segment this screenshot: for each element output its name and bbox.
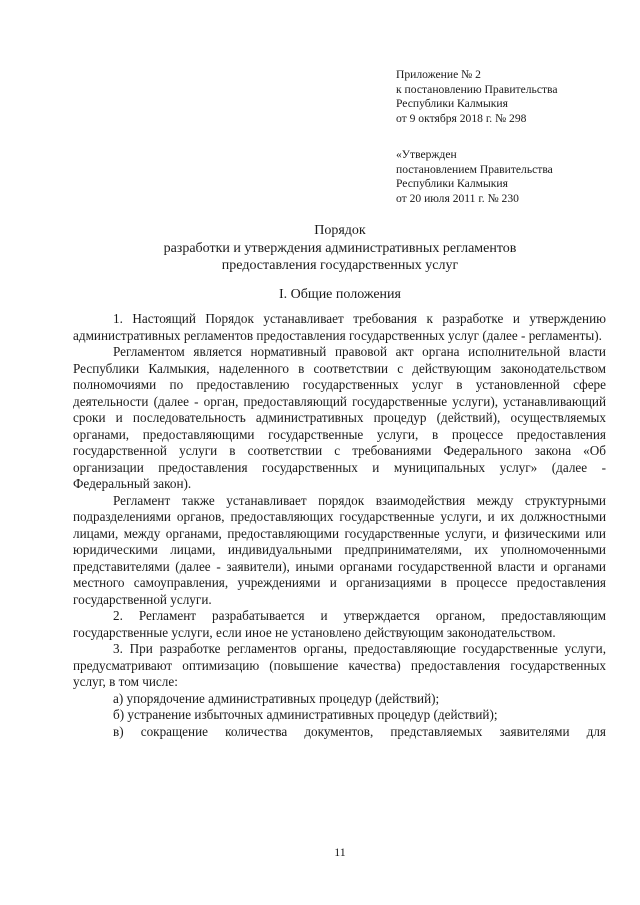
approved-line: постановлением Правительства [396,162,553,176]
title-line: предоставления государственных услуг [221,258,459,273]
page-number: 11 [334,845,346,859]
appendix-line: Приложение № 2 [396,68,481,81]
paragraph-3-item-b: б) устранение избыточных административных процедур (действий); [113,707,498,722]
paragraph-1: 1. Настоящий Порядок устанавливает требования к разработке и утверждению административных регламентов предоставления государственных услуг (далее - регламенты). [73,311,606,343]
title-line: разработки и утверждения административных регламентов [163,240,517,256]
title-line: Порядок [314,223,366,238]
document-body [73,311,606,740]
appendix-block [396,68,558,126]
paragraph-1-interaction: Регламент также устанавливает порядок взаимодействия между структурными подразделениями органов, предоставляющих государственные услуги, и их должностными лицами, между органами, предоставляющими государственные услуги, и физическими или юридическими лицами, индивидуальными предпринимателями, их уполномоченными представителями (далее - заявители), иными органами государственной власти и органами местного самоуправления, учреждениями и организациями в процессе предоставления государственной услуги. [73,492,606,607]
appendix-line: от 9 октября 2018 г. № 298 [396,111,527,125]
appendix-line: Республики Калмыкия [396,97,508,111]
paragraph-3-item-c: в) сокращение количества документов, представляемых заявителями для [113,723,606,739]
paragraph-3-item-a: а) упорядочение административных процедур (действий); [113,690,440,706]
approved-line: «Утвержден [396,148,457,161]
appendix-line: к постановлению Правительства [396,82,558,96]
approved-line: от 20 июля 2011 г. № 230 [396,191,519,205]
section-heading: I. Общие положения [279,287,401,302]
document-title [0,222,640,275]
approved-block [396,148,553,206]
paragraph-1-regulation: Регламентом является нормативный правовой акт органа исполнительной власти Республики Калмыкия, наделенного в соответствии с действующим законодательством полномочиями по предоставлению государственных услуг в установленной сфере деятельности (далее - орган, предоставляющий государственные услуги), устанавливающий сроки и последовательность административных процедур (действий), осуществляемых органами, предоставляющими государственные услуги, в процессе предоставления государственной услуги в соответствии с требованиями Федерального закона «Об организации предоставления государственных и муниципальных услуг» (далее - Федеральный закон). [73,344,606,491]
paragraph-3: 3. При разработке регламентов органы, предоставляющие государственные услуги, предусматривают оптимизацию (повышение качества) предоставления государственных услуг, в том числе: [73,641,606,689]
paragraph-2: 2. Регламент разрабатывается и утверждается органом, предоставляющим государственные услуги, если иное не установлено действующим законодательством. [73,608,606,640]
approved-line: Республики Калмыкия [396,177,508,191]
